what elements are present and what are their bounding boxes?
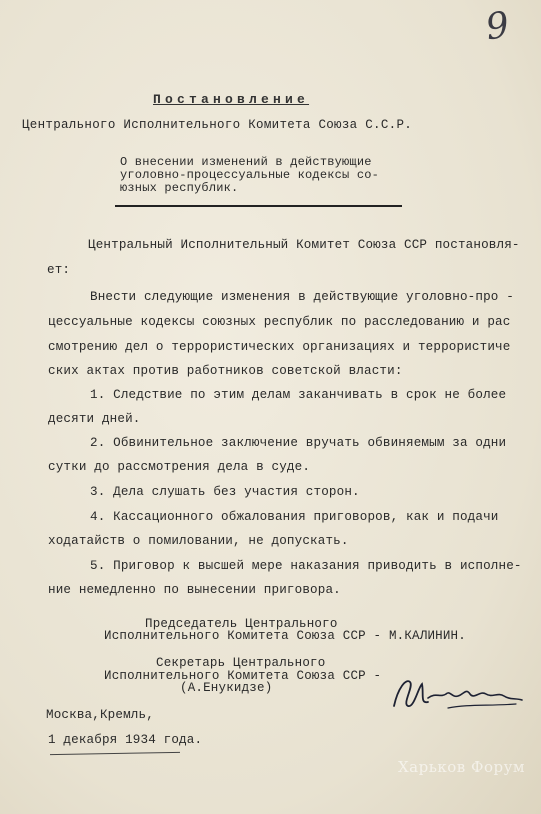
- body-line: цессуальные кодексы союзных республик по расследованию и рас: [48, 315, 511, 329]
- date-underline: [50, 752, 180, 755]
- body-line: 1. Следствие по этим делам заканчивать в срок не более: [90, 388, 507, 402]
- subject-line: О внесении изменений в действующие: [120, 155, 372, 169]
- subject-underline: [115, 205, 402, 207]
- subject-line: юзных республик.: [120, 181, 239, 195]
- subject-block: [120, 156, 379, 195]
- date-line: 1 декабря 1934 года.: [48, 733, 203, 747]
- body-line: смотрению дел о террористических организациях и террористиче: [48, 340, 511, 354]
- body-line: ходатайств о помиловании, не допускать.: [48, 534, 349, 548]
- body-line: Внести следующие изменения в действующие уголовно-про -: [90, 290, 514, 304]
- chairman-name: Исполнительного Комитета Союза ССР - М.КАЛИНИН.: [104, 629, 466, 643]
- place-line: Москва,Кремль,: [46, 708, 154, 722]
- body-line: десяти дней.: [48, 412, 141, 426]
- body-line: 3. Дела слушать без участия сторон.: [90, 485, 360, 499]
- secretary-name: (А.Енукидзе): [180, 681, 273, 695]
- body-line: сутки до рассмотрения дела в суде.: [48, 460, 311, 474]
- watermark: Харьков Форум: [398, 758, 526, 776]
- body-line: 2. Обвинительное заключение вручать обвиняемым за одни: [90, 436, 507, 450]
- document-subtitle: Центрального Исполнительного Комитета Союза С.С.Р.: [22, 118, 413, 132]
- body-line: ние немедленно по вынесении приговора.: [48, 583, 341, 597]
- document-title: Постановление: [153, 92, 310, 107]
- chairman-title: Председатель Центрального: [145, 617, 338, 631]
- page-number: 9: [483, 4, 512, 49]
- body-line: 4. Кассационного обжалования приговоров, как и подачи: [90, 510, 499, 524]
- secretary-org: Исполнительного Комитета Союза ССР -: [104, 669, 382, 683]
- body-line: 5. Приговор к высшей мере наказания приводить в исполне-: [90, 559, 522, 573]
- body-line: ских актах против работников советской власти:: [48, 364, 403, 378]
- body-line: Центральный Исполнительный Комитет Союза ССР постановля-: [88, 238, 520, 252]
- subject-line: уголовно-процессуальные кодексы со-: [120, 168, 380, 182]
- secretary-title: Секретарь Центрального: [156, 656, 326, 670]
- body-line: ет:: [47, 263, 71, 277]
- handwritten-signature-icon: [388, 668, 528, 718]
